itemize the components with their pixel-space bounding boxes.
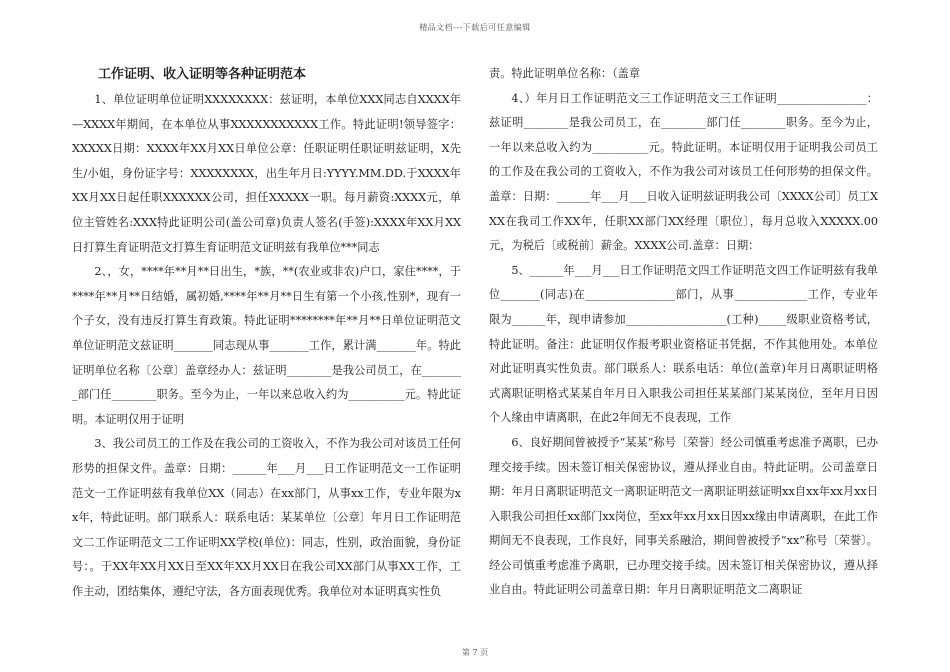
right-column	[489, 62, 878, 603]
paragraph-2: 2、，女，****年**月**日出生，*族，**(农业或非农)户口，家住****，于****年**月**日结婚，属初婚,****年**月**日生有第一个小孩,性别*，现有一个子女，没有违反打算生育政策。特此证明********年**月**日单位证明范文单位证明范文兹证明_______同志现从事_______工作，累计满_______年。特此证明单位名称〔公章〕盖章经办人：兹证明________是我公司员工，在________部门任________职务。至今为止，一年以来总收入约为__________元。特此证明。本证明仅用于证明	[72, 265, 461, 426]
page-header: 精品文档---下载后可任意编辑	[419, 23, 531, 32]
paragraph-continued: 责。特此证明单位名称：（盖章	[489, 67, 641, 80]
paragraph-5: 5、______年___月___日工作证明范文四工作证明范文四工作证明兹有我单位_______(同志)在________________部门，从事_____________工作，专业年限为______年，现申请参加__________________(工种)_____级职业资格考试，特此证明。备注：此证明仅作报考职业资格证书凭据，不作其他用处。本单位对此证明真实性负责。部门联系人：联系电话：单位(盖章)年月日离职证明格式离职证明格式某某自年月日入职我公司担任某某部门某某岗位，至年月日因个人缘由申请离职，在此2年间无不良表现，工作	[489, 263, 878, 425]
paragraph-6: 6、良好期间曾被授予“某某”称号〔荣誉〕经公司慎重考虑准予离职，已办理交接手续。因未签订相关保密协议，遵从择业自由。特此证明。公司盖章日期：年月日离职证明范文一离职证明范文一离职证明兹证明xx自xx年xx月xx日入职我公司担任xx部门xx岗位，至xx年xx月xx日因xx缘由申请离职，在此工作期间无不良表现，工作良好，同事关系融洽，期间曾被授予“xx”称号〔荣誉〕。经公司慎重考虑准予离职，已办理交接手续。因未签订相关保密协议，遵从择业自由。特此证明公司盖章日期：年月日离职证明范文二离职证	[489, 435, 878, 597]
page-number: 第 7 页	[461, 648, 489, 657]
left-column	[72, 62, 461, 604]
paragraph-1: 1、单位证明单位证明XXXXXXXX：兹证明，本单位XXX同志自XXXX年—XXXX年期间，在本单位从事XXXXXXXXXXX工作。特此证明!领导签字：XXXXX日期：XXXX年XX月XX日单位公章：任职证明任职证明兹证明，X先生/小姐，身份证字号：XXXXXXXX，出生年月日:YYYY.MM.DD.于XXXX年XX月XX日起任职XXXXXX公司，担任XXXXX一职。每月薪资:XXXX元，单位主管姓名:XXX特此证明公司(盖公司章)负责人签名(手签):XXXX年XX月XX日打算生育证明范文打算生育证明范文证明兹有我单位***同志	[72, 93, 461, 254]
paragraph-4: 4、）年月日工作证明范文三工作证明范文三工作证明________________：兹证明________是我公司员工，在________部门任________职务。至今为止，一年以来总收入约为__________元。特此证明。本证明仅用于证明我公司员工的工作及在我公司的工资收入，不作为我公司对该员工任何形势的担保文件。盖章：日期：______年___月___日收入证明兹证明我公司〔XXXX公司〕员工XXX在我司工作XX年，任职XX部门XX经理〔职位〕，每月总收入XXXXX.00元，为税后〔或税前〕薪金。XXXX公司.盖章：日期：	[489, 91, 878, 253]
document-title: 工作证明、收入证明等各种证明范本	[98, 67, 307, 82]
paragraph-3: 3、我公司员工的工作及在我公司的工资收入，不作为我公司对该员工任何形势的担保文件。盖章：日期：______年___月___日工作证明范文一工作证明范文一工作证明兹有我单位XX（同志）在xx部门，从事xx工作，专业年限为xx年，特此证明。部门联系人：联系电话：某某单位〔公章〕年月日工作证明范文二工作证明范文二工作证明XX学校(单位)：同志，性别，政治面貌，身份证号：。于XX年XX月XX日至XX年XX月XX日在我公司XX部门从事XX工作，工作主动，团结集体，遵纪守法，各方面表现优秀。我单位对本证明真实性负	[72, 437, 461, 598]
